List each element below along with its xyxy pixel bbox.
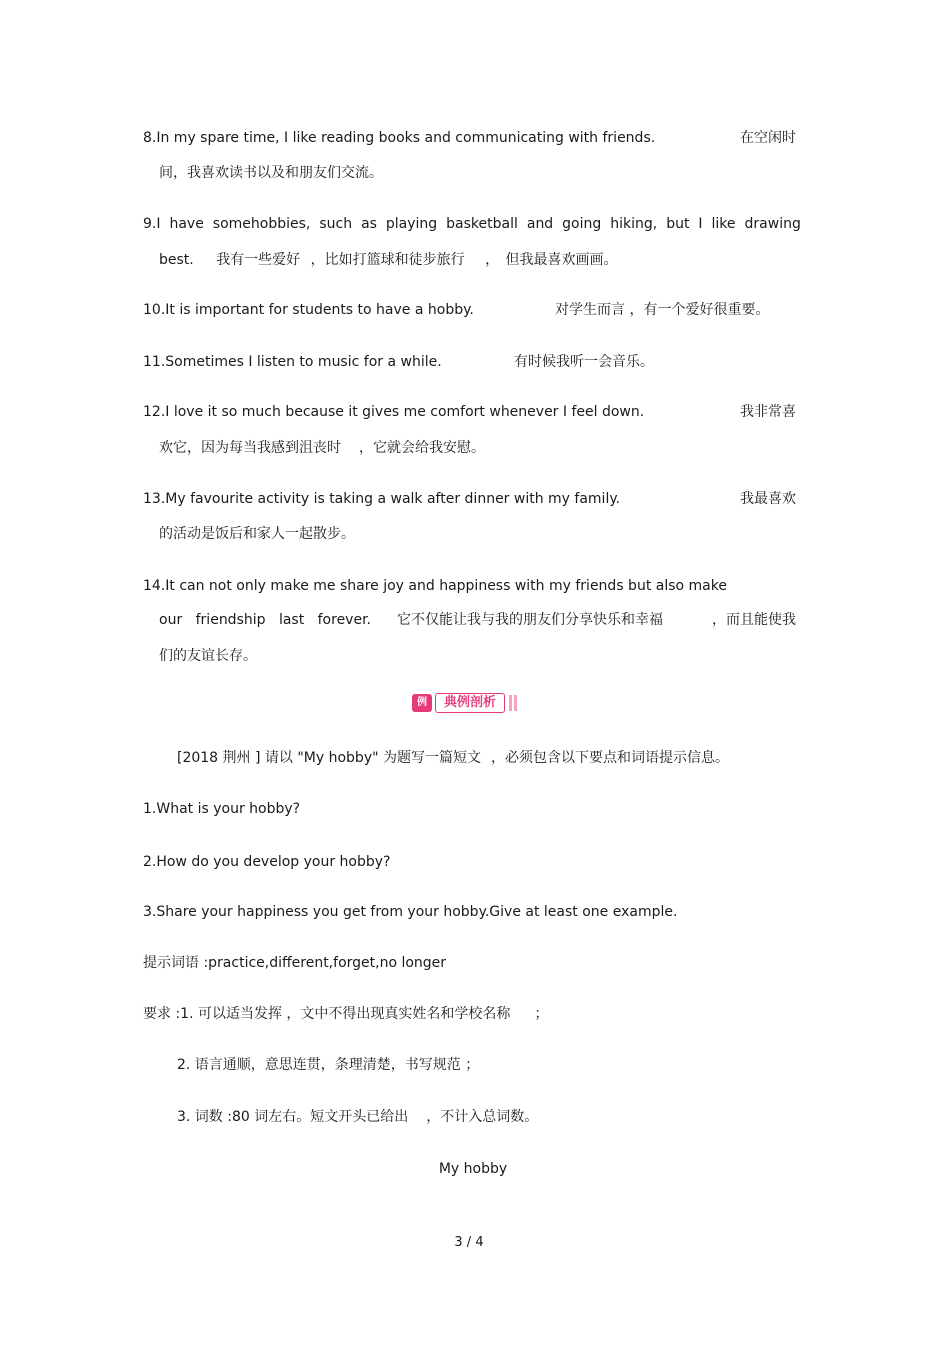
requirement-1 [143,1004,548,1024]
word: going [562,216,602,232]
sentence-12-zh-a: 我非常喜 [740,404,796,420]
hint-words: 提示词语 :practice,different,forget,no longer [143,955,447,971]
word: hiking, [610,216,658,232]
task-intro-b: ，必须包含以下要点和词语提示信息。 [491,750,729,766]
word: somehobbies, [212,216,311,232]
decorative-bars [509,695,517,711]
word: friendship [195,612,266,628]
page-number: 3 / 4 [454,1235,484,1250]
word: like [711,216,736,232]
sentence-12-zh-b1: 欢它，因为每当我感到沮丧时 [159,440,341,456]
question-1: 1.What is your hobby? [143,801,301,817]
sentence-14-en: 14.It can not only make me share joy and happiness with my friends but also make [143,578,727,594]
sentence-9-line2 [159,250,618,270]
sentence-9-en-end: best. [159,252,194,268]
requirement-2: 2. 语言通顺，意思连贯，条理清楚，书写规范 ； [177,1057,480,1073]
sentence-9-zh-3: ， [485,252,500,268]
word: but [666,216,690,232]
essay-title: My hobby [438,1161,508,1177]
sentence-12-en: 12.I love it so much because it gives me comfort whenever I feel down. [143,404,645,420]
word: as [361,216,377,232]
sentence-9-en [143,214,801,234]
requirement-3-b: ，不计入总词数。 [426,1109,539,1125]
sentence-13-zh-b: 的活动是饭后和家人一起散步。 [159,526,355,542]
sentence-13-zh-a: 我最喜欢 [740,491,796,507]
word: basketball [446,216,518,232]
sentence-11-en: 11.Sometimes I listen to music for a while. [143,354,442,370]
sentence-8-zh-a: 在空闲时 [740,130,796,146]
word: drawing [744,216,801,232]
word: 9.I [143,216,161,232]
sentence-10-en: 10.It is important for students to have a hobby. [143,302,474,318]
sentence-8-en: 8.In my spare time, I like reading books and communicating with friends. [143,130,656,146]
requirement-1-a: 要求 :1. 可以适当发挥 ，文中不得出现真实姓名和学校名称 [143,1006,511,1022]
word: forever. [317,612,371,628]
word: last [278,612,305,628]
sentence-12-zh-b [159,438,485,458]
sentence-11-zh: 有时候我听一会音乐。 [514,354,654,370]
section-badge [412,692,536,714]
question-3: 3.Share your happiness you get from your hobby.Give at least one example. [143,904,678,920]
sentence-9-zh-1: 我有一些爱好 [216,252,301,268]
word: and [526,216,554,232]
word: have [169,216,204,232]
sentence-12-zh-b2: ，它就会给我安慰。 [359,440,485,456]
requirement-3 [177,1107,538,1127]
word: I [698,216,703,232]
sentence-14-zh-1: 它不仅能让我与我的朋友们分享快乐和幸福 [397,612,663,628]
word: such [319,216,353,232]
book-icon: 例 [412,694,432,712]
requirement-3-a: 3. 词数 :80 词左右。短文开头已给出 [177,1109,409,1125]
sentence-9-zh-4: 但我最喜欢画画。 [505,252,618,268]
sentence-14-zh-3: 们的友谊长存。 [159,648,257,664]
sentence-14-line2-en [159,610,371,630]
question-2: 2.How do you develop your hobby? [143,854,391,870]
sentence-14-zh-2: ，而且能使我 [712,612,796,628]
sentence-13-en: 13.My favourite activity is taking a walk after dinner with my family. [143,491,621,507]
requirement-1-b: ； [534,1006,549,1022]
sentence-9-zh-2: ，比如打篮球和徒步旅行 [310,252,465,268]
sentence-10-zh: 对学生而言 ，有一个爱好很重要。 [555,302,770,318]
word: playing [385,216,438,232]
section-title: 典例剖析 [435,693,505,713]
task-intro-a: [2018 荆州 ] 请以 "My hobby" 为题写一篇短文 [177,750,481,766]
task-intro [177,748,729,768]
word: our [159,612,183,628]
sentence-8-zh-b: 间，我喜欢读书以及和朋友们交流。 [159,165,383,181]
